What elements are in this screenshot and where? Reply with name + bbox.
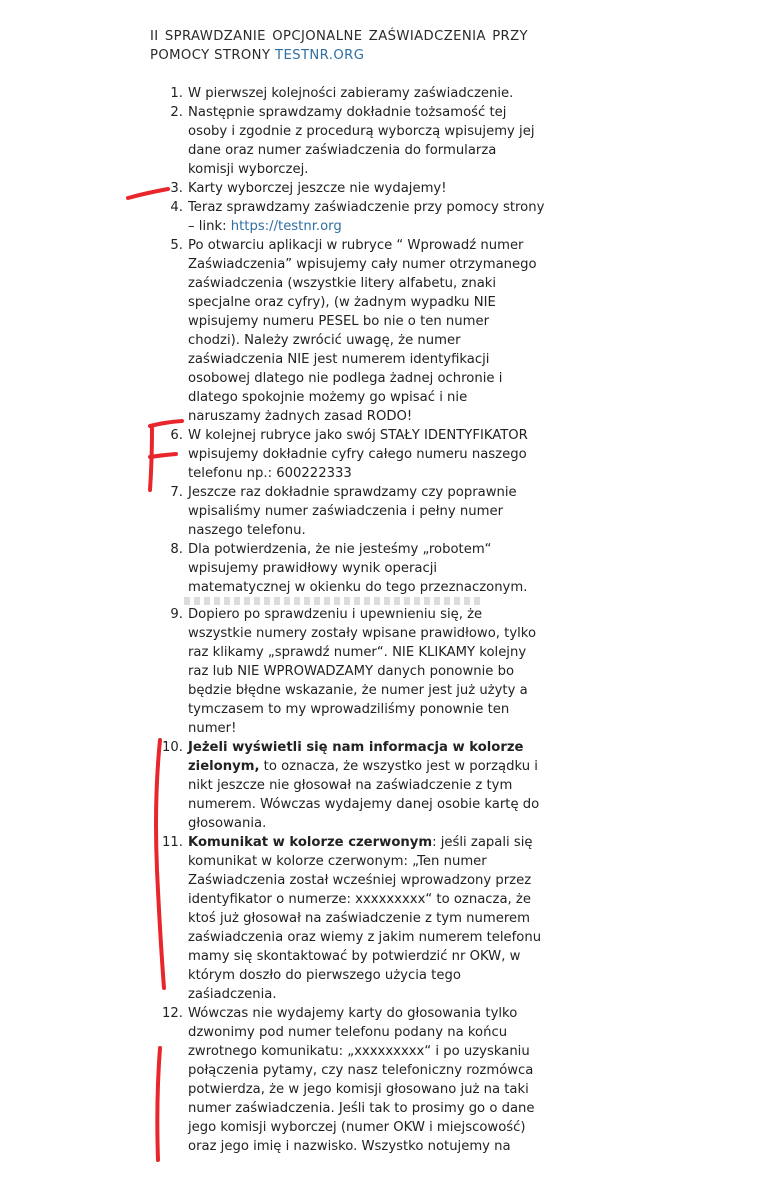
item-number: 5.: [170, 238, 183, 253]
list-item: 12. Wówczas nie wydajemy karty do głosowania tylko dzwonimy pod numer telefonu podany na końcu zwrotnego komunikatu: „xxxxxxxxx“ i po uzyskaniu połączenia pytamy, czy nasz telefoniczny rozmówca potwierdza, że w jego komisji głosowano już na taki numer zaświadczenia. Jeśli tak to prosimy go o dane jego komisji wyborczej (numer OKW i miejscowość) oraz jego imię i nazwisko. Wszystko notujemy na: [150, 1004, 528, 1156]
testnr-link[interactable]: https://testnr.org: [230, 219, 342, 234]
scan-artifact: [184, 597, 484, 605]
list-item: 9. Dopiero po sprawdzeniu i upewnieniu się, że wszystkie numery zostały wpisane prawidłowo, tylko raz klikamy „sprawdź numer“. NIE KLIKAMY kolejny raz lub NIE WPROWADZAMY danych ponownie bo będzie błędne wskazanie, że numer jest już użyty a tymczasem to my wprowadziliśmy ponownie ten numer!: [150, 605, 528, 738]
item-number: 8.: [170, 542, 183, 557]
testnr-link-heading[interactable]: TESTNR.ORG: [275, 48, 365, 63]
steps-list: [150, 84, 545, 1156]
item-number: 6.: [170, 428, 183, 443]
list-item: 8. Dla potwierdzenia, że nie jesteśmy „robotem“ wpisujemy prawidłowy wynik operacji matematycznej w okienku do tego przeznaczonym.: [150, 540, 528, 597]
list-item: 10. Jeżeli wyświetli się nam informacja w kolorze zielonym, to oznacza, że wszystko jest w porządku i nikt jeszcze nie głosował na zaświadczenie z tym numerem. Wówczas wydajemy danej osobie kartę do głosowania.: [150, 738, 528, 833]
list-item: 3. Karty wyborczej jeszcze nie wydajemy!: [150, 179, 528, 198]
list-item: 6. W kolejnej rubryce jako swój STAŁY IDENTYFIKATOR wpisujemy dokładnie cyfry całego numeru naszego telefonu np.: 600222333: [150, 426, 528, 483]
list-item: 11. Komunikat w kolorze czerwonym: jeśli zapali się komunikat w kolorze czerwonym: „Ten numer Zaświadczenia został wcześniej wprowadzony przez identyfikator o numerze: xxxxxxxxx“ to oznacza, że ktoś już głosował na zaświadczenie z tym numerem zaświadczenia oraz wiemy z jakim numerem telefonu mamy się skontaktować by potwierdzić nr OKW, w którym doszło do pierwszego użycia tego zaśiadczenia.: [150, 833, 528, 1004]
item-number: 12.: [162, 1006, 183, 1021]
list-item: 5. Po otwarciu aplikacji w rubryce “ Wprowadź numer Zaświadczenia” wpisujemy cały numer otrzymanego zaświadczenia (wszystkie litery alfabetu, znaki specjalne oraz cyfry), (w żadnym wypadku NIE wpisujemy numeru PESEL bo nie o ten numer chodzi). Należy zwrócić uwagę, że numer zaświadczenia NIE jest numerem identyfikacji osobowej dlatego nie podlega żadnej ochronie i dlatego spokojnie możemy go wpisać i nie naruszamy żadnych zasad RODO!: [150, 236, 528, 426]
item-number: 1.: [170, 86, 183, 101]
section-heading: [150, 27, 528, 65]
list-item: 7. Jeszcze raz dokładnie sprawdzamy czy poprawnie wpisaliśmy numer zaświadczenia i pełny numer naszego telefonu.: [150, 483, 528, 540]
list-item: 2. Następnie sprawdzamy dokładnie tożsamość tej osoby i zgodnie z procedurą wyborczą wpisujemy jej dane oraz numer zaświadczenia do formularza komisji wyborczej.: [150, 103, 528, 179]
list-item: 4. Teraz sprawdzamy zaświadczenie przy pomocy strony – link: https://testnr.org: [150, 198, 528, 236]
heading-line-1: II SPRAWDZANIE OPCJONALNE ZAŚWIADCZENIA PRZY: [150, 29, 528, 44]
item-number: 3.: [170, 181, 183, 196]
heading-line-2: POMOCY STRONY TESTNR.ORG: [150, 48, 365, 63]
item-number: 9.: [170, 607, 183, 622]
item-number: 4.: [170, 200, 183, 215]
item-number: 2.: [170, 105, 183, 120]
item-number: 7.: [170, 485, 183, 500]
item-number: 10.: [162, 740, 183, 755]
list-item: 1. W pierwszej kolejności zabieramy zaświadczenie.: [150, 84, 528, 103]
item-number: 11.: [162, 835, 183, 850]
